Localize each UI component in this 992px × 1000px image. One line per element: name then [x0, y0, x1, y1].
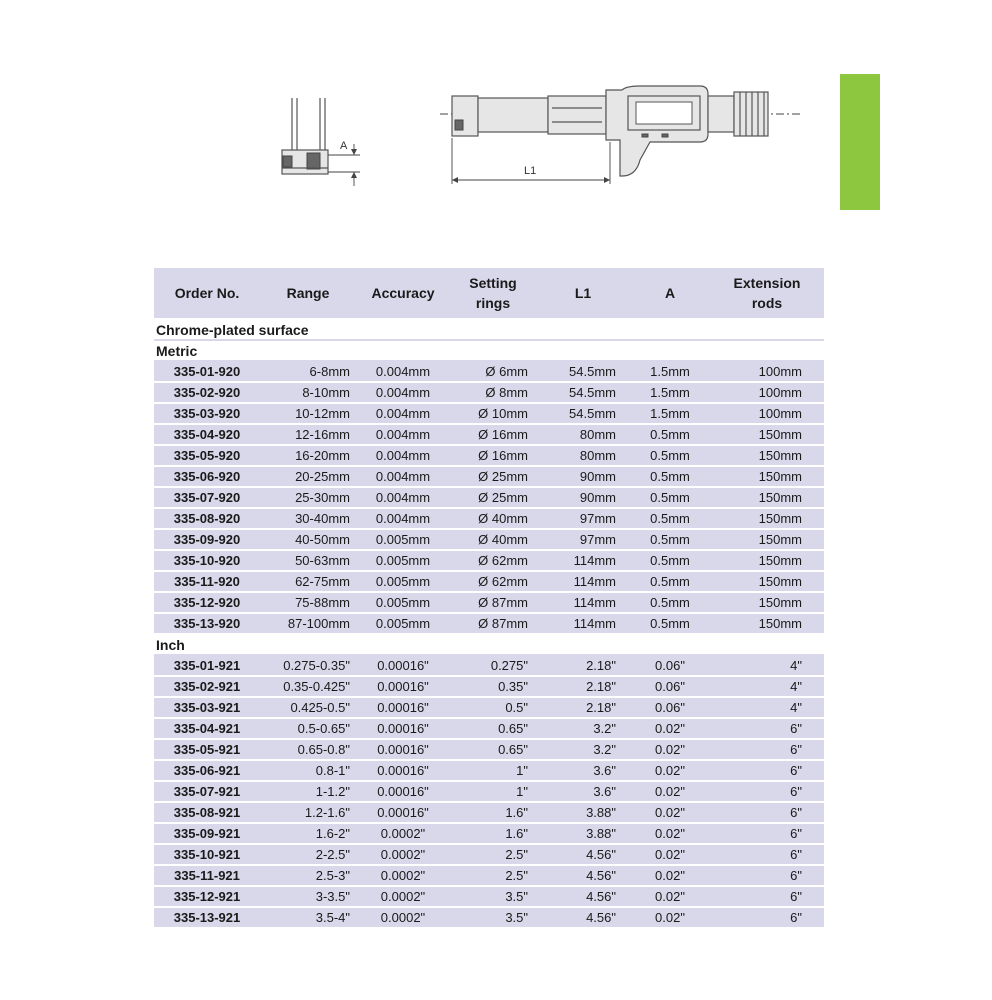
range-cell: 0.65-0.8"	[260, 739, 356, 760]
table-row	[154, 781, 824, 802]
extension-rods-cell: 150mm	[710, 592, 824, 613]
range-cell: 12-16mm	[260, 424, 356, 445]
setting-rings-cell: Ø 10mm	[450, 403, 536, 424]
setting-rings-cell: Ø 87mm	[450, 592, 536, 613]
l1-cell: 114mm	[536, 571, 630, 592]
range-cell: 87-100mm	[260, 613, 356, 634]
a-cell: 0.02"	[630, 718, 710, 739]
table-row	[154, 697, 824, 718]
order-no-cell: 335-01-920	[154, 361, 260, 382]
a-cell: 0.02"	[630, 823, 710, 844]
l1-cell: 54.5mm	[536, 361, 630, 382]
table-row	[154, 676, 824, 697]
order-no-cell: 335-06-920	[154, 466, 260, 487]
extension-rods-cell: 150mm	[710, 424, 824, 445]
order-no-cell: 335-02-921	[154, 676, 260, 697]
range-cell: 40-50mm	[260, 529, 356, 550]
extension-rods-cell: 6"	[710, 781, 824, 802]
a-cell: 0.5mm	[630, 487, 710, 508]
accuracy-cell: 0.005mm	[356, 529, 450, 550]
a-cell: 0.02"	[630, 844, 710, 865]
extension-rods-cell: 6"	[710, 739, 824, 760]
table-row	[154, 592, 824, 613]
extension-rods-cell: 150mm	[710, 571, 824, 592]
extension-rods-cell: 6"	[710, 718, 824, 739]
accuracy-cell: 0.005mm	[356, 550, 450, 571]
order-no-cell: 335-05-920	[154, 445, 260, 466]
bore-micrometer-drawing	[440, 86, 800, 176]
table-row	[154, 760, 824, 781]
table-row	[154, 424, 824, 445]
accuracy-cell: 0.004mm	[356, 403, 450, 424]
accuracy-cell: 0.004mm	[356, 466, 450, 487]
a-cell: 0.02"	[630, 886, 710, 907]
header-l1: L1	[536, 268, 630, 319]
a-cell: 0.5mm	[630, 613, 710, 634]
a-cell: 1.5mm	[630, 361, 710, 382]
setting-rings-cell: 1"	[450, 781, 536, 802]
extension-rods-cell: 150mm	[710, 613, 824, 634]
table-row	[154, 844, 824, 865]
table-row	[154, 571, 824, 592]
table-row	[154, 613, 824, 634]
order-no-cell: 335-11-921	[154, 865, 260, 886]
header-extension-rods: Extension rods	[710, 268, 824, 319]
l1-cell: 54.5mm	[536, 403, 630, 424]
setting-rings-cell: Ø 25mm	[450, 487, 536, 508]
table-row	[154, 718, 824, 739]
order-no-cell: 335-06-921	[154, 760, 260, 781]
table-row	[154, 466, 824, 487]
a-cell: 0.06"	[630, 697, 710, 718]
group-header-row	[154, 634, 824, 655]
header-setting-rings: Setting rings	[450, 268, 536, 319]
order-no-cell: 335-09-921	[154, 823, 260, 844]
accuracy-cell: 0.00016"	[356, 760, 450, 781]
l1-cell: 97mm	[536, 529, 630, 550]
a-cell: 0.02"	[630, 907, 710, 928]
accuracy-cell: 0.00016"	[356, 697, 450, 718]
accuracy-cell: 0.004mm	[356, 508, 450, 529]
table-row	[154, 802, 824, 823]
extension-rods-cell: 6"	[710, 802, 824, 823]
l1-cell: 80mm	[536, 445, 630, 466]
a-cell: 0.02"	[630, 739, 710, 760]
table-row	[154, 907, 824, 928]
a-cell: 0.5mm	[630, 571, 710, 592]
range-cell: 30-40mm	[260, 508, 356, 529]
range-cell: 25-30mm	[260, 487, 356, 508]
order-no-cell: 335-04-921	[154, 718, 260, 739]
specification-table	[154, 268, 824, 929]
table-row	[154, 823, 824, 844]
extension-rods-cell: 150mm	[710, 466, 824, 487]
accuracy-cell: 0.004mm	[356, 445, 450, 466]
order-no-cell: 335-07-920	[154, 487, 260, 508]
header-a: A	[630, 268, 710, 319]
l1-cell: 3.88"	[536, 802, 630, 823]
a-cell: 0.06"	[630, 655, 710, 676]
setting-rings-cell: 2.5"	[450, 844, 536, 865]
order-no-cell: 335-09-920	[154, 529, 260, 550]
setting-rings-cell: 1.6"	[450, 802, 536, 823]
range-cell: 6-8mm	[260, 361, 356, 382]
order-no-cell: 335-07-921	[154, 781, 260, 802]
range-cell: 75-88mm	[260, 592, 356, 613]
table-row	[154, 445, 824, 466]
l1-cell: 3.2"	[536, 718, 630, 739]
extension-rods-cell: 150mm	[710, 550, 824, 571]
range-cell: 10-12mm	[260, 403, 356, 424]
extension-rods-cell: 150mm	[710, 445, 824, 466]
a-cell: 0.5mm	[630, 592, 710, 613]
setting-rings-cell: Ø 87mm	[450, 613, 536, 634]
l1-cell: 4.56"	[536, 886, 630, 907]
accuracy-cell: 0.0002"	[356, 823, 450, 844]
l1-cell: 4.56"	[536, 865, 630, 886]
extension-rods-cell: 4"	[710, 697, 824, 718]
a-cell: 1.5mm	[630, 382, 710, 403]
l1-cell: 4.56"	[536, 844, 630, 865]
table-row	[154, 529, 824, 550]
table-header-row	[154, 268, 824, 319]
range-cell: 8-10mm	[260, 382, 356, 403]
header-accuracy: Accuracy	[356, 268, 450, 319]
l1-cell: 2.18"	[536, 655, 630, 676]
accuracy-cell: 0.00016"	[356, 718, 450, 739]
accuracy-cell: 0.00016"	[356, 676, 450, 697]
range-cell: 2.5-3"	[260, 865, 356, 886]
l1-cell: 3.2"	[536, 739, 630, 760]
table-row	[154, 655, 824, 676]
setting-rings-cell: 3.5"	[450, 886, 536, 907]
table-row	[154, 487, 824, 508]
setting-rings-cell: 0.275"	[450, 655, 536, 676]
a-cell: 0.02"	[630, 802, 710, 823]
extension-rods-cell: 4"	[710, 655, 824, 676]
range-cell: 1.2-1.6"	[260, 802, 356, 823]
order-no-cell: 335-01-921	[154, 655, 260, 676]
order-no-cell: 335-10-921	[154, 844, 260, 865]
table-row	[154, 550, 824, 571]
setting-rings-cell: 0.65"	[450, 739, 536, 760]
order-no-cell: 335-11-920	[154, 571, 260, 592]
extension-rods-cell: 150mm	[710, 508, 824, 529]
order-no-cell: 335-02-920	[154, 382, 260, 403]
accuracy-cell: 0.005mm	[356, 571, 450, 592]
l1-cell: 2.18"	[536, 676, 630, 697]
accuracy-cell: 0.00016"	[356, 802, 450, 823]
measuring-head-detail	[282, 98, 328, 174]
a-cell: 0.5mm	[630, 424, 710, 445]
range-cell: 20-25mm	[260, 466, 356, 487]
range-cell: 2-2.5"	[260, 844, 356, 865]
a-cell: 0.06"	[630, 676, 710, 697]
l1-cell: 90mm	[536, 466, 630, 487]
range-cell: 62-75mm	[260, 571, 356, 592]
setting-rings-cell: Ø 62mm	[450, 550, 536, 571]
order-no-cell: 335-04-920	[154, 424, 260, 445]
extension-rods-cell: 150mm	[710, 487, 824, 508]
l1-cell: 3.88"	[536, 823, 630, 844]
range-cell: 50-63mm	[260, 550, 356, 571]
a-cell: 0.02"	[630, 760, 710, 781]
table-row	[154, 508, 824, 529]
accuracy-cell: 0.004mm	[356, 487, 450, 508]
dimension-l1-label: L1	[524, 165, 537, 177]
l1-cell: 3.6"	[536, 781, 630, 802]
l1-cell: 90mm	[536, 487, 630, 508]
l1-cell: 3.6"	[536, 760, 630, 781]
l1-cell: 114mm	[536, 613, 630, 634]
l1-cell: 2.18"	[536, 697, 630, 718]
order-no-cell: 335-12-920	[154, 592, 260, 613]
l1-cell: 114mm	[536, 550, 630, 571]
range-cell: 3-3.5"	[260, 886, 356, 907]
setting-rings-cell: Ø 62mm	[450, 571, 536, 592]
group-title: Inch	[154, 634, 824, 655]
setting-rings-cell: Ø 8mm	[450, 382, 536, 403]
dimension-l1	[452, 138, 610, 184]
order-no-cell: 335-13-921	[154, 907, 260, 928]
extension-rods-cell: 6"	[710, 886, 824, 907]
a-cell: 0.5mm	[630, 466, 710, 487]
range-cell: 0.8-1"	[260, 760, 356, 781]
setting-rings-cell: 0.35"	[450, 676, 536, 697]
l1-cell: 54.5mm	[536, 382, 630, 403]
setting-rings-cell: Ø 40mm	[450, 508, 536, 529]
accuracy-cell: 0.004mm	[356, 382, 450, 403]
range-cell: 0.5-0.65"	[260, 718, 356, 739]
accuracy-cell: 0.0002"	[356, 907, 450, 928]
setting-rings-cell: Ø 40mm	[450, 529, 536, 550]
extension-rods-cell: 4"	[710, 676, 824, 697]
l1-cell: 80mm	[536, 424, 630, 445]
extension-rods-cell: 100mm	[710, 361, 824, 382]
extension-rods-cell: 6"	[710, 865, 824, 886]
dimension-a	[328, 140, 360, 186]
accuracy-cell: 0.005mm	[356, 613, 450, 634]
setting-rings-cell: 3.5"	[450, 907, 536, 928]
range-cell: 16-20mm	[260, 445, 356, 466]
setting-rings-cell: Ø 25mm	[450, 466, 536, 487]
extension-rods-cell: 6"	[710, 844, 824, 865]
range-cell: 1.6-2"	[260, 823, 356, 844]
a-cell: 0.5mm	[630, 550, 710, 571]
table-row	[154, 361, 824, 382]
extension-rods-cell: 6"	[710, 907, 824, 928]
table-row	[154, 382, 824, 403]
a-cell: 0.02"	[630, 781, 710, 802]
order-no-cell: 335-03-921	[154, 697, 260, 718]
accuracy-cell: 0.0002"	[356, 865, 450, 886]
accuracy-cell: 0.005mm	[356, 592, 450, 613]
section-title-row	[154, 319, 824, 340]
order-no-cell: 335-08-920	[154, 508, 260, 529]
setting-rings-cell: 0.65"	[450, 718, 536, 739]
a-cell: 0.5mm	[630, 508, 710, 529]
extension-rods-cell: 150mm	[710, 529, 824, 550]
order-no-cell: 335-13-920	[154, 613, 260, 634]
setting-rings-cell: 2.5"	[450, 865, 536, 886]
order-no-cell: 335-05-921	[154, 739, 260, 760]
accuracy-cell: 0.004mm	[356, 424, 450, 445]
a-cell: 0.02"	[630, 865, 710, 886]
extension-rods-cell: 100mm	[710, 403, 824, 424]
a-cell: 1.5mm	[630, 403, 710, 424]
accuracy-cell: 0.00016"	[356, 739, 450, 760]
group-title: Metric	[154, 340, 824, 361]
table-body	[154, 319, 824, 928]
range-cell: 1-1.2"	[260, 781, 356, 802]
table-row	[154, 403, 824, 424]
range-cell: 0.275-0.35"	[260, 655, 356, 676]
setting-rings-cell: 1"	[450, 760, 536, 781]
l1-cell: 114mm	[536, 592, 630, 613]
accuracy-cell: 0.0002"	[356, 886, 450, 907]
section-title: Chrome-plated surface	[154, 319, 824, 340]
table-row	[154, 886, 824, 907]
header-range: Range	[260, 268, 356, 319]
a-cell: 0.5mm	[630, 529, 710, 550]
range-cell: 3.5-4"	[260, 907, 356, 928]
range-cell: 0.35-0.425"	[260, 676, 356, 697]
setting-rings-cell: 1.6"	[450, 823, 536, 844]
l1-cell: 4.56"	[536, 907, 630, 928]
order-no-cell: 335-03-920	[154, 403, 260, 424]
extension-rods-cell: 6"	[710, 823, 824, 844]
extension-rods-cell: 100mm	[710, 382, 824, 403]
range-cell: 0.425-0.5"	[260, 697, 356, 718]
accuracy-cell: 0.00016"	[356, 781, 450, 802]
dimension-a-label: A	[340, 140, 348, 152]
accuracy-cell: 0.00016"	[356, 655, 450, 676]
order-no-cell: 335-08-921	[154, 802, 260, 823]
order-no-cell: 335-10-920	[154, 550, 260, 571]
group-header-row	[154, 340, 824, 361]
setting-rings-cell: Ø 6mm	[450, 361, 536, 382]
accent-green-bar	[840, 74, 880, 210]
accuracy-cell: 0.0002"	[356, 844, 450, 865]
header-order-no: Order No.	[154, 268, 260, 319]
accuracy-cell: 0.004mm	[356, 361, 450, 382]
table-row	[154, 865, 824, 886]
order-no-cell: 335-12-921	[154, 886, 260, 907]
table-row	[154, 739, 824, 760]
a-cell: 0.5mm	[630, 445, 710, 466]
l1-cell: 97mm	[536, 508, 630, 529]
extension-rods-cell: 6"	[710, 760, 824, 781]
setting-rings-cell: 0.5"	[450, 697, 536, 718]
setting-rings-cell: Ø 16mm	[450, 424, 536, 445]
setting-rings-cell: Ø 16mm	[450, 445, 536, 466]
